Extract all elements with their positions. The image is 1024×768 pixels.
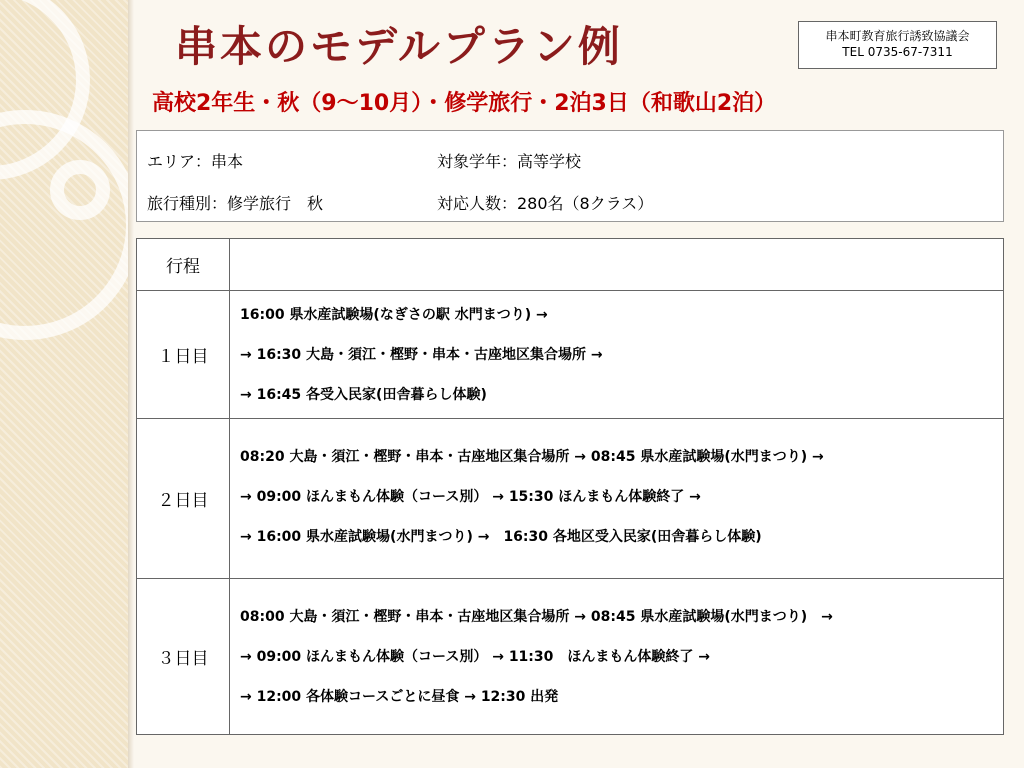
schedule-line: 08:20 大島・須江・樫野・串本・古座地区集合場所 → 08:45 県水産試験場(水門まつり) →	[240, 449, 824, 465]
decorative-ring	[0, 110, 128, 340]
info-area: エリア：串本	[147, 152, 244, 171]
table-row	[137, 419, 1004, 579]
plan-subtitle: 高校2年生・秋（9〜10月）・修学旅行・2泊3日（和歌山2泊）	[152, 91, 777, 116]
day-schedule	[230, 291, 1004, 419]
day-label: ３日目	[137, 579, 230, 735]
day-label: ２日目	[137, 419, 230, 579]
schedule-line: → 12:00 各体験コースごとに昼食 → 12:30 出発	[240, 689, 559, 705]
schedule-line: → 16:45 各受入民家(田舎暮らし体験)	[240, 387, 487, 403]
itinerary-header-row	[137, 239, 1004, 291]
day-schedule	[230, 419, 1004, 579]
schedule-line: → 09:00 ほんまもん体験（コース別） → 11:30 ほんまもん体験終了 →	[240, 649, 710, 665]
itinerary-header-empty	[230, 239, 1004, 291]
decorative-ring	[50, 160, 110, 220]
day-label: １日目	[137, 291, 230, 419]
schedule-line: 08:00 大島・須江・樫野・串本・古座地区集合場所 → 08:45 県水産試験場(水門まつり) →	[240, 609, 833, 625]
schedule-line: → 09:00 ほんまもん体験（コース別） → 15:30 ほんまもん体験終了 →	[240, 489, 701, 505]
info-type: 旅行種別：修学旅行 秋	[147, 194, 324, 213]
council-contact-box	[798, 21, 997, 69]
council-name: 串本町教育旅行誘致協議会	[825, 29, 970, 43]
itinerary-table	[136, 238, 1004, 735]
side-strip-edge	[128, 0, 134, 768]
schedule-line: → 16:30 大島・須江・樫野・串本・古座地区集合場所 →	[240, 347, 603, 363]
table-row	[137, 291, 1004, 419]
council-tel: TEL 0735-67-7311	[842, 45, 953, 59]
day-schedule	[230, 579, 1004, 735]
schedule-line: → 16:00 県水産試験場(水門まつり) → 16:30 各地区受入民家(田舎暮らし体験)	[240, 529, 762, 545]
info-count: 対応人数：280名（8クラス）	[437, 194, 654, 213]
decorative-side-strip	[0, 0, 128, 768]
schedule-line: 16:00 県水産試験場(なぎさの駅 水門まつり) →	[240, 307, 548, 323]
itinerary-header-label: 行程	[137, 239, 230, 291]
table-row	[137, 579, 1004, 735]
info-grade: 対象学年：高等学校	[437, 152, 582, 171]
page-title: 串本のモデルプラン例	[175, 22, 623, 71]
plan-info-box	[136, 130, 1004, 222]
